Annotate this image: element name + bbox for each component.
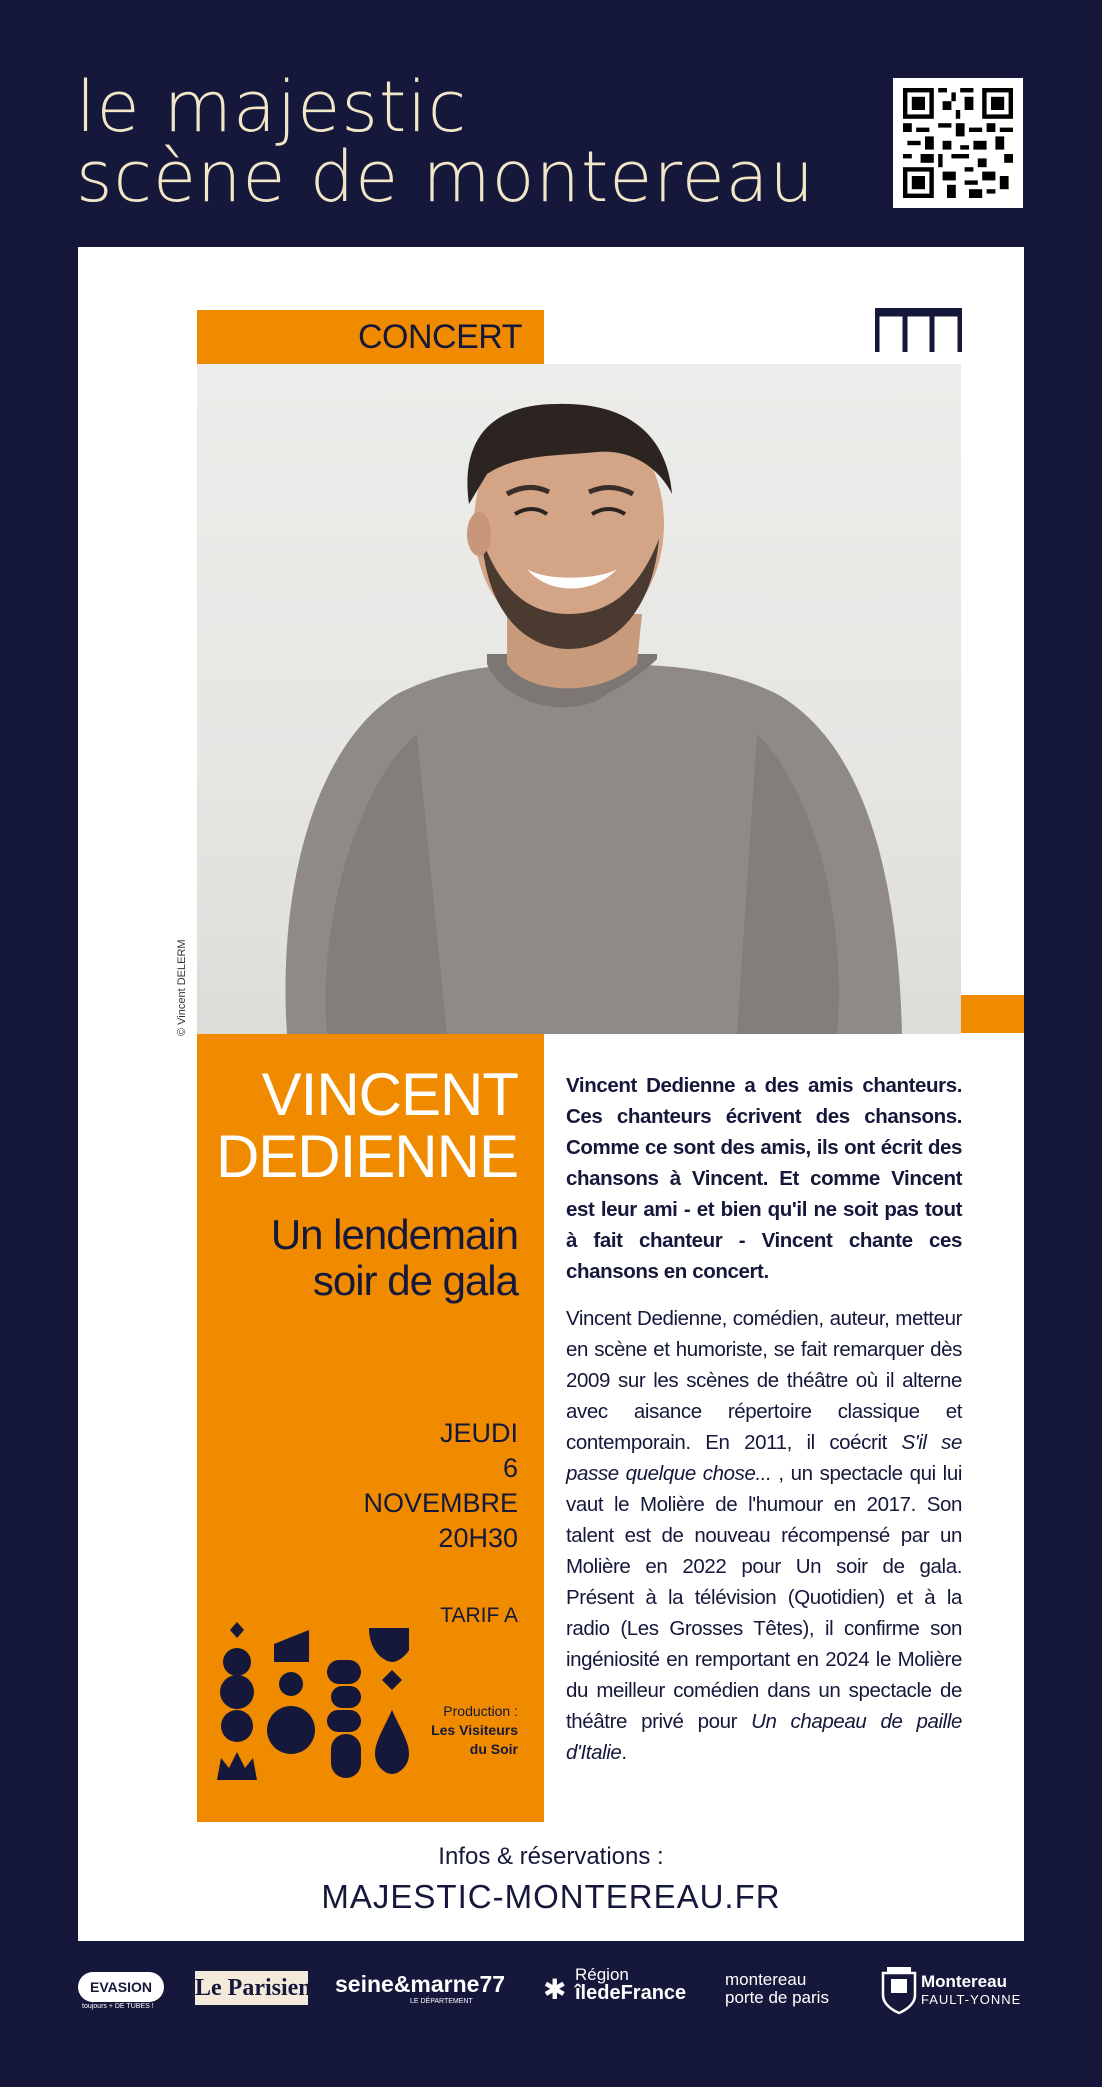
sponsor-montereau-name: Montereau — [921, 1972, 1007, 1991]
event-time: 20H30 — [438, 1523, 518, 1553]
artist-photo — [197, 364, 961, 1034]
show-title-line2: soir de gala — [312, 1257, 518, 1304]
photo-credit: © Vincent DELERM — [176, 939, 188, 1036]
artist-name-line1: VINCENT — [261, 1061, 518, 1128]
artist-portrait-icon — [197, 364, 961, 1034]
description-lead: Vincent Dedienne a des amis chanteurs. Ces chanteurs écrivent des chansons. Comme ce sont des amis, ils ont écrit des chansons à Vincent. Et comme Vincent est leur ami - et bien qu'il ne soit pas tout à fait chanteur - Vincent chante ces chansons en concert. — [566, 1074, 962, 1283]
majestic-mm-logo-icon — [875, 308, 962, 353]
sponsor-montereau-porte-de-paris-logo — [725, 1971, 829, 2007]
sponsor-evasion-tagline: toujours + DE TUBES ! — [82, 2003, 154, 2010]
region-star-icon: ✱ — [543, 1974, 567, 2005]
description-body-italic1: S'il se passe quelque chose... — [566, 1431, 962, 1485]
event-description — [566, 1070, 962, 1768]
event-month: NOVEMBRE — [363, 1488, 518, 1518]
sponsor-region-top: Région — [575, 1965, 629, 1984]
production-name-line2: du Soir — [469, 1741, 518, 1757]
event-day: JEUDI — [439, 1418, 518, 1448]
orange-accent-tab — [961, 995, 1024, 1033]
venue-title-line1: le majestic — [76, 66, 468, 148]
description-body-part2: , un spectacle qui lui vaut le Molière de l'humour en 2017. Son talent est de nouveau récompensé par un Molière en 2022 pour Un soir de gala. Présent à la télévision (Quotidien) et à la radio (Les Grosses Têtes), il confirme son ingéniosité en remportant en 2024 le Molière du meilleur comédien dans un spectacle de théâtre privé pour — [566, 1462, 962, 1733]
sponsor-logos — [78, 1965, 1024, 2025]
sponsor-region-idf-logo — [575, 1966, 686, 2003]
sponsor-monte-line1: montereau — [725, 1970, 807, 1989]
description-body — [566, 1303, 962, 1768]
venue-title — [76, 66, 815, 218]
sponsor-evasion-logo: EVASION — [78, 1972, 164, 2002]
category-label: CONCERT — [358, 318, 522, 356]
description-body-italic2: Un chapeau de paille d'Italie — [566, 1710, 962, 1764]
sponsor-region-bottom: îledeFrance — [575, 1982, 687, 2004]
qr-code-pattern-icon — [903, 88, 1013, 198]
qr-code[interactable] — [893, 78, 1023, 208]
description-body-part1: Vincent Dedienne, comédien, auteur, metteur en scène et humoriste, se fait remarquer dès 2009 sur les scènes de théâtre où il alterne avec aisance répertoire classique et contemporain. En 2011, il coécrit — [566, 1307, 962, 1454]
sponsor-seine-et-marne-subtitle: LE DÉPARTEMENT — [410, 1998, 473, 2005]
montereau-crest-icon — [881, 1965, 917, 2015]
production-credit — [431, 1702, 518, 1759]
event-date-number: 6 — [502, 1453, 518, 1483]
event-date — [363, 1416, 518, 1556]
description-body-part3: . — [621, 1741, 627, 1764]
sponsor-montereau-fault-yonne-logo — [921, 1973, 1021, 2008]
event-info-panel — [197, 1034, 544, 1822]
visiteurs-du-soir-logo-icon — [209, 1622, 409, 1782]
production-name-line1: Les Visiteurs — [431, 1722, 518, 1738]
sponsor-montereau-sub: FAULT-YONNE — [921, 1992, 1022, 2007]
show-title-line1: Un lendemain — [270, 1211, 518, 1258]
artist-name-line2: DEDIENNE — [215, 1123, 518, 1190]
website-link[interactable]: MAJESTIC-MONTEREAU.FR — [321, 1878, 781, 1915]
booking-info-label: Infos & réservations : — [438, 1843, 664, 1870]
venue-title-line2: scène de montereau — [76, 136, 815, 218]
sponsor-le-parisien-logo: Le Parisien — [195, 1971, 308, 2005]
production-label: Production : — [443, 1703, 518, 1719]
show-title — [271, 1212, 518, 1304]
sponsor-monte-line2: porte de paris — [725, 1988, 829, 2007]
category-band — [197, 310, 544, 364]
tarif-label: TARIF A — [440, 1604, 518, 1627]
artist-name — [215, 1061, 518, 1190]
sponsor-seine-et-marne-logo: seine&marne77 — [335, 1971, 506, 1997]
